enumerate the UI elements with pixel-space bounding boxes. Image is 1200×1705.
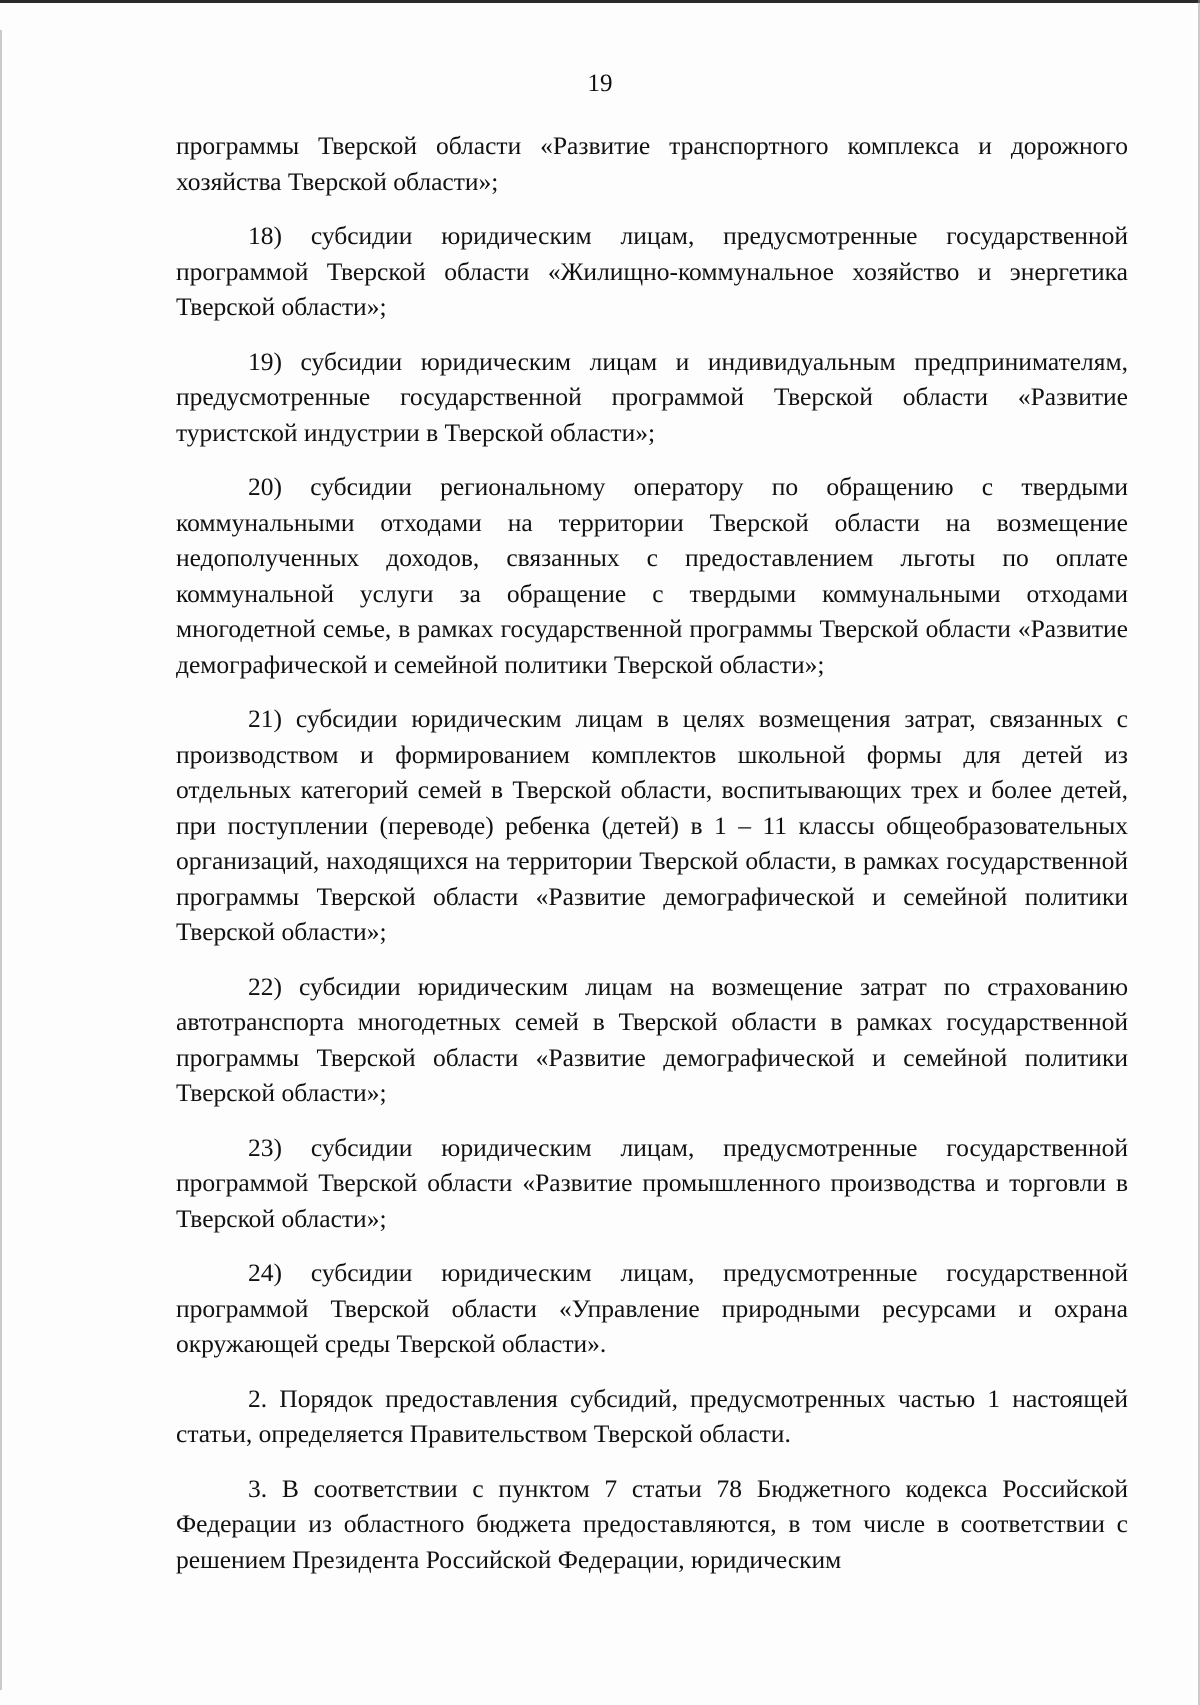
paragraph-item-23: 23) субсидии юридическим лицам, предусмотренные государственной программой Тверской области «Развитие промышленного производства и торговли в Тверской области»; bbox=[176, 1132, 1128, 1233]
paragraph-item-20: 20) субсидии региональному оператору по обращению с твердыми коммунальными отходами на территории Тверской области на возмещение недополученных доходов, связанных с предоставлением льготы по оплате коммунальной услуги за обращение с твердыми коммунальными отходами многодетной семье, в рамках государственной программы Тверской области «Развитие демографической и семейной политики Тверской области»; bbox=[176, 472, 1128, 679]
page-number: 19 bbox=[587, 70, 613, 97]
scan-edge-left bbox=[0, 30, 2, 1690]
paragraph-item-19: 19) субсидии юридическим лицам и индивидуальным предпринимателям, предусмотренные государственной программой Тверской области «Развитие туристской индустрии в Тверской области»; bbox=[176, 346, 1128, 447]
paragraph-item-22: 22) субсидии юридическим лицам на возмещение затрат по страхованию автотранспорта многодетных семей в Тверской области в рамках государственной программы Тверской области «Развитие демографической и семейной политики Тверской области»; bbox=[176, 971, 1128, 1107]
paragraph-item-18: 18) субсидии юридическим лицам, предусмотренные государственной программой Тверской области «Жилищно-коммунальное хозяйство и энергетика Тверской области»; bbox=[176, 221, 1128, 321]
document-body bbox=[176, 128, 1128, 1596]
paragraph-part-3: 3. В соответствии с пунктом 7 статьи 78 Бюджетного кодекса Российской Федерации из областного бюджета предоставляются, в том числе в соответствии с решением Президента Российской Федерации, юридическим bbox=[176, 1473, 1128, 1574]
paragraph-item-21: 21) субсидии юридическим лицам в целях возмещения затрат, связанных с производством и формированием комплектов школьной формы для детей из отдельных категорий семей в Тверской области, воспитывающих трех и более детей, при поступлении (переводе) ребенка (детей) в 1 – 11 классы общеобразовательных организаций, находящихся на территории Тверской области, в рамках государственной программы Тверской области «Развитие демографической и семейной политики Тверской области»; bbox=[176, 704, 1128, 946]
paragraph-item-24: 24) субсидии юридическим лицам, предусмотренные государственной программой Тверской области «Управление природными ресурсами и охрана окружающей среды Тверской области». bbox=[176, 1258, 1128, 1358]
paragraph-continuation: программы Тверской области «Развитие транспортного комплекса и дорожного хозяйства Тверской области»; bbox=[176, 131, 1128, 196]
paragraph-part-2: 2. Порядок предоставления субсидий, предусмотренных частью 1 настоящей статьи, определяется Правительством Тверской области. bbox=[176, 1383, 1128, 1448]
scan-edge-top bbox=[0, 0, 1200, 3]
